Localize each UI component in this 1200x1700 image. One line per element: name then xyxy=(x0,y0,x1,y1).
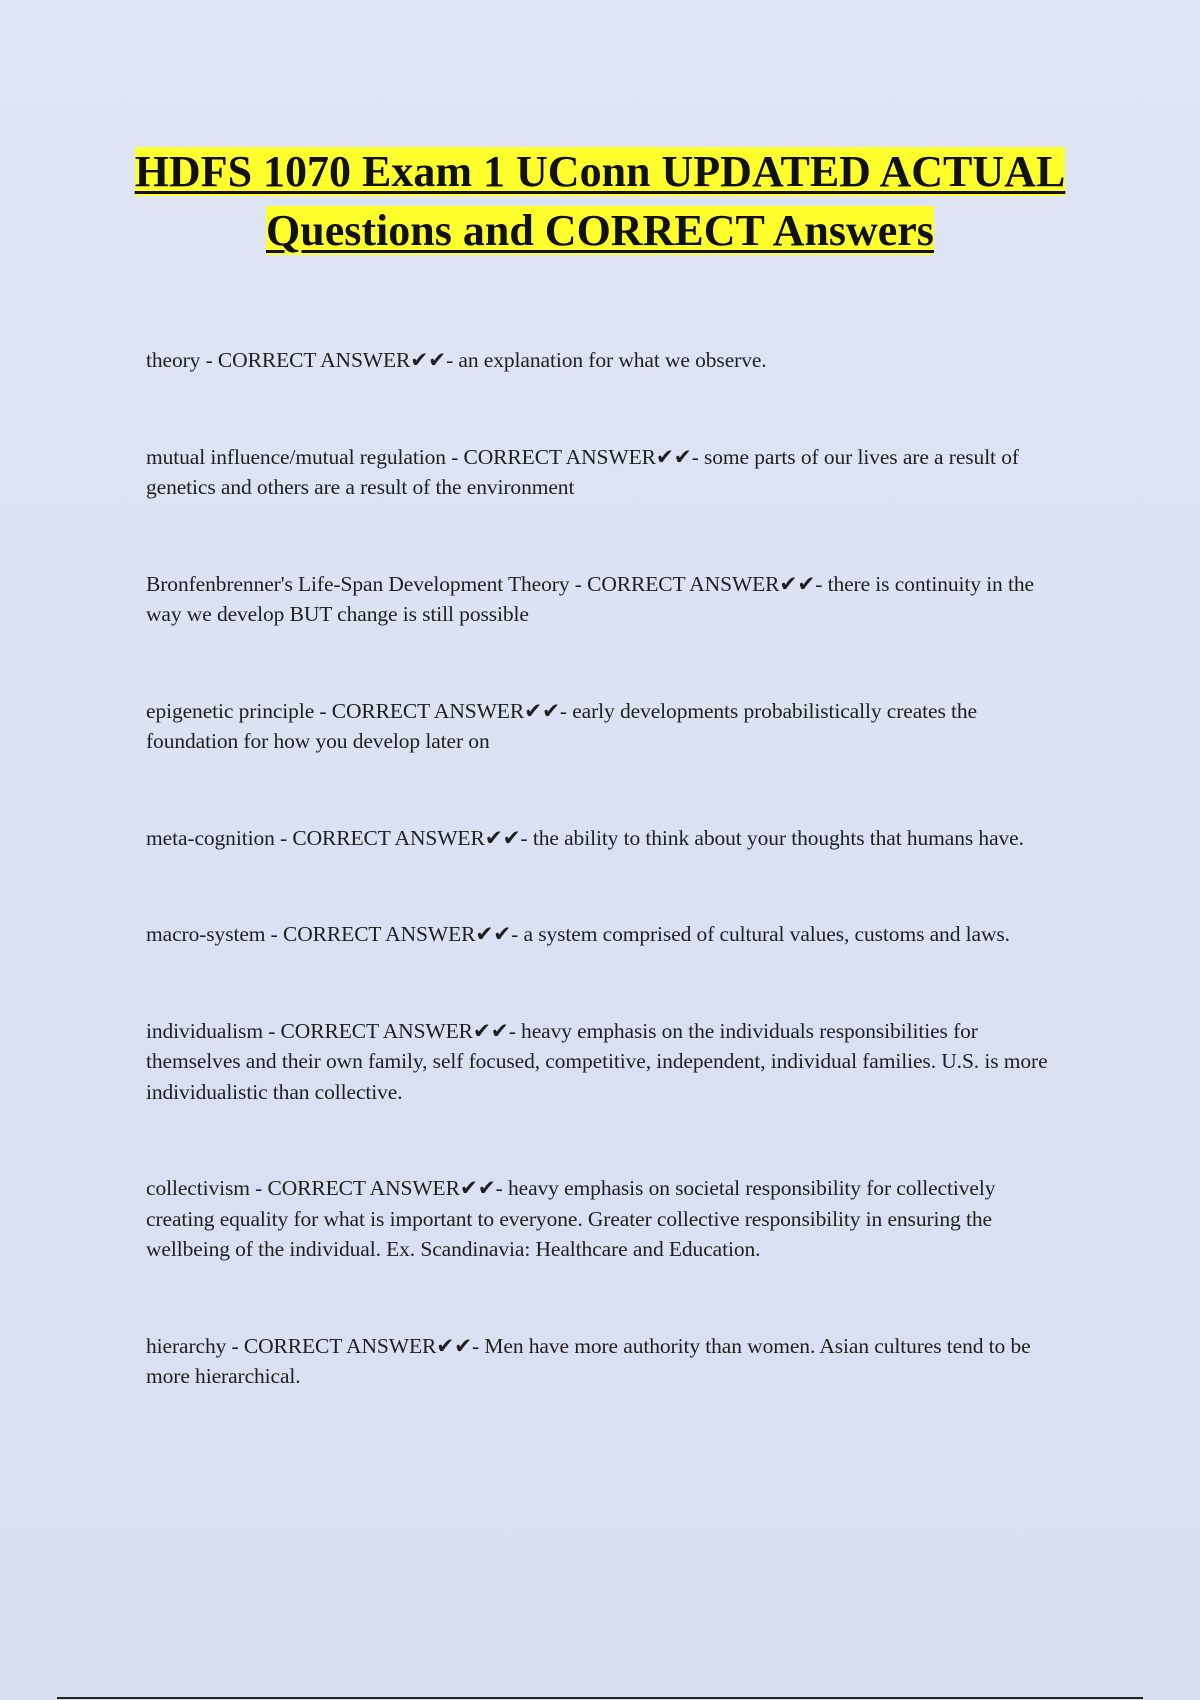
document-title xyxy=(120,142,1080,260)
entry-macro-system: macro-system - CORRECT ANSWER✔✔- a system comprised of cultural values, customs and laws. xyxy=(146,922,1010,946)
footer-divider xyxy=(57,1697,1143,1699)
entry-individualism: individualism - CORRECT ANSWER✔✔- heavy emphasis on the individuals responsibilities for themselves and their own family, self focused, competitive, independent, individual families. U.S. is more individualistic than collective. xyxy=(146,1018,1048,1104)
entry-collectivism: collectivism - CORRECT ANSWER✔✔- heavy emphasis on societal responsibility for collectively creating equality for what is important to everyone. Greater collective responsibility in ensuring the wellbeing of the individual. Ex. Scandinavia: Healthcare and Education. xyxy=(146,1176,996,1261)
entry-epigenetic-principle: epigenetic principle - CORRECT ANSWER✔✔- early developments probabilistically creates the foundation for how you develop later on xyxy=(146,698,977,753)
entry-list xyxy=(146,345,1066,1458)
title-highlight: HDFS 1070 Exam 1 UConn UPDATED ACTUAL Questions and CORRECT Answers xyxy=(134,147,1066,255)
entry-hierarchy: hierarchy - CORRECT ANSWER✔✔- Men have more authority than women. Asian cultures tend to be more hierarchical. xyxy=(146,1333,1031,1388)
entry-meta-cognition: meta-cognition - CORRECT ANSWER✔✔- the ability to think about your thoughts that humans have. xyxy=(146,825,1024,850)
entry-theory: theory - CORRECT ANSWER✔✔- an explanation for what we observe. xyxy=(146,348,767,372)
entry-mutual-influence: mutual influence/mutual regulation - CORRECT ANSWER✔✔- some parts of our lives are a result of genetics and others are a result of the environment xyxy=(146,444,1019,499)
entry-bronfenbrenner: Bronfenbrenner's Life-Span Development Theory - CORRECT ANSWER✔✔- there is continuity in the way we develop BUT change is still possible xyxy=(146,571,1034,626)
